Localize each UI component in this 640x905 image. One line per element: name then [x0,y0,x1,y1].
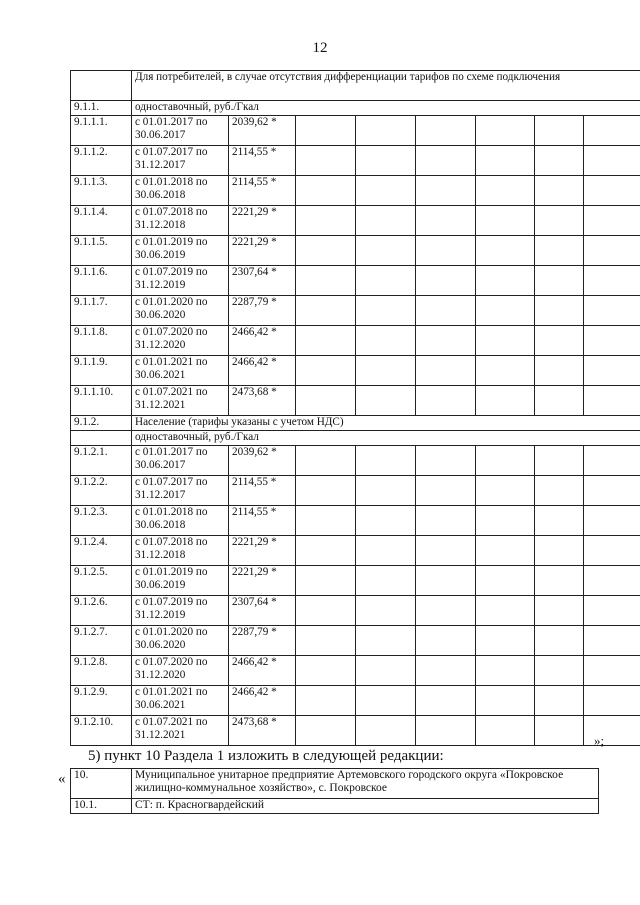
empty-cell [416,476,476,506]
tariff-row [71,596,640,626]
empty-cell [356,566,416,596]
empty-cell [584,296,640,326]
empty-cell [535,206,584,236]
empty-cell [356,146,416,176]
empty-cell [584,326,640,356]
tariff-row [71,686,640,716]
tariff-period: с 01.07.2018 по 31.12.2018 [132,536,229,566]
empty-cell [416,236,476,266]
tariff-value: 2287,79 * [229,626,296,656]
empty-cell [584,596,640,626]
row-code: 9.1.1.6. [71,266,132,296]
row-code: 9.1.2.1. [71,446,132,476]
empty-cell [476,686,535,716]
empty-cell [476,116,535,146]
row-code: 9.1.2.10. [71,716,132,746]
row-code: 9.1.1.9. [71,356,132,386]
empty-cell [535,716,584,746]
tariff-period: с 01.01.2017 по 30.06.2017 [132,446,229,476]
tariff-value: 2114,55 * [229,506,296,536]
row-code: 9.1.2. [71,416,132,431]
empty-cell [296,716,356,746]
empty-cell [584,686,640,716]
empty-cell [296,236,356,266]
row-label: одноставочный, руб./Гкал [132,101,640,116]
organization-table [70,768,599,814]
empty-cell [535,506,584,536]
empty-cell [476,506,535,536]
empty-cell [416,566,476,596]
empty-cell [584,476,640,506]
empty-cell [535,476,584,506]
empty-cell [584,446,640,476]
empty-cell [535,356,584,386]
empty-cell [296,476,356,506]
empty-cell [584,386,640,416]
empty-cell [584,716,640,746]
empty-cell [584,656,640,686]
empty-cell [416,116,476,146]
row-label: Население (тарифы указаны с учетом НДС) [132,416,640,431]
tariff-row [71,296,640,326]
tariff-row [71,536,640,566]
empty-cell [416,596,476,626]
org-row-10 [71,769,599,799]
empty-cell [476,356,535,386]
empty-cell [416,536,476,566]
tariff-period: с 01.01.2020 по 30.06.2020 [132,626,229,656]
row-code: 9.1.1.4. [71,206,132,236]
tariff-value: 2114,55 * [229,476,296,506]
row-code: 9.1.1.2. [71,146,132,176]
empty-cell [416,356,476,386]
empty-cell [416,386,476,416]
empty-cell [356,536,416,566]
empty-cell [356,266,416,296]
empty-cell [296,566,356,596]
empty-cell [356,506,416,536]
row-code: 9.1.1.5. [71,236,132,266]
empty-cell [476,536,535,566]
empty-cell [356,716,416,746]
tariff-period: с 01.01.2019 по 30.06.2019 [132,566,229,596]
empty-cell [416,176,476,206]
empty-cell [356,626,416,656]
page-number: 12 [312,40,328,56]
tariff-value: 2287,79 * [229,296,296,326]
empty-cell [535,446,584,476]
empty-cell [476,326,535,356]
empty-cell [356,686,416,716]
tariff-row [71,116,640,146]
empty-cell [356,356,416,386]
tariff-value: 2473,68 * [229,386,296,416]
empty-cell [535,656,584,686]
tariff-value: 2039,62 * [229,446,296,476]
org-row-10-1 [71,799,599,814]
tariff-period: с 01.01.2018 по 30.06.2018 [132,506,229,536]
row-code: 9.1.2.3. [71,506,132,536]
empty-cell [416,206,476,236]
row-code: 10. [71,769,132,799]
empty-cell [584,236,640,266]
empty-cell [584,266,640,296]
empty-cell [476,596,535,626]
empty-cell [416,656,476,686]
empty-cell [476,476,535,506]
row-code: 9.1.1.10. [71,386,132,416]
row-code: 9.1.2.4. [71,536,132,566]
empty-cell [356,476,416,506]
tariff-period: с 01.07.2017 по 31.12.2017 [132,146,229,176]
empty-cell [296,266,356,296]
empty-cell [416,266,476,296]
empty-cell [535,626,584,656]
tariff-value: 2114,55 * [229,176,296,206]
row-code: 9.1.1. [71,101,132,116]
tariff-period: с 01.01.2017 по 30.06.2017 [132,116,229,146]
tariff-table [70,70,640,746]
empty-cell [535,386,584,416]
row-code: 9.1.1.1. [71,116,132,146]
tariff-period: с 01.07.2020 по 31.12.2020 [132,656,229,686]
empty-cell [584,536,640,566]
tariff-period: с 01.01.2021 по 30.06.2021 [132,686,229,716]
tariff-value: 2221,29 * [229,236,296,266]
empty-cell [296,536,356,566]
empty-cell [584,566,640,596]
empty-cell [476,146,535,176]
empty-cell [416,146,476,176]
empty-cell [356,116,416,146]
empty-cell [356,596,416,626]
tariff-value: 2307,64 * [229,266,296,296]
empty-cell [476,206,535,236]
empty-cell [296,596,356,626]
tariff-row [71,146,640,176]
empty-cell [535,236,584,266]
tariff-value: 2466,42 * [229,686,296,716]
empty-cell [535,326,584,356]
empty-cell [356,296,416,326]
empty-cell [416,446,476,476]
row-code: 9.1.2.2. [71,476,132,506]
empty-cell [416,626,476,656]
tariff-period: с 01.01.2018 по 30.06.2018 [132,176,229,206]
empty-cell [476,176,535,206]
empty-cell [296,686,356,716]
empty-cell [584,146,640,176]
row-code: 9.1.2.8. [71,656,132,686]
tariff-row [71,356,640,386]
row-code: 9.1.1.8. [71,326,132,356]
empty-cell [296,326,356,356]
empty-cell [296,206,356,236]
row-911 [71,101,640,116]
empty-cell [535,566,584,596]
empty-cell [296,356,356,386]
empty-cell [584,116,640,146]
empty-cell [584,626,640,656]
empty-cell [356,386,416,416]
empty-cell [584,176,640,206]
empty-cell [584,356,640,386]
empty-cell [296,506,356,536]
tariff-value: 2221,29 * [229,206,296,236]
empty-cell [296,146,356,176]
empty-cell [296,386,356,416]
tariff-period: с 01.07.2017 по 31.12.2017 [132,476,229,506]
empty-cell [535,116,584,146]
empty-cell [296,446,356,476]
empty-cell [476,626,535,656]
organization-name: Муниципальное унитарное предприятие Артемовского городского округа «Покровское жилищно-коммунальное хозяйство», с. Покровское [132,769,599,799]
tariff-row [71,656,640,686]
tariff-period: с 01.07.2020 по 31.12.2020 [132,326,229,356]
tariff-value: 2466,42 * [229,326,296,356]
empty-cell [535,536,584,566]
tariff-row [71,386,640,416]
tariff-period: с 01.07.2021 по 31.12.2021 [132,386,229,416]
tariff-row [71,326,640,356]
tariff-row [71,506,640,536]
tariff-row [71,716,640,746]
empty-cell [296,296,356,326]
tariff-value: 2221,29 * [229,566,296,596]
empty-cell [416,716,476,746]
tariff-value: 2473,68 * [229,716,296,746]
amendment-text: 5) пункт 10 Раздела 1 изложить в следующей редакции: [88,748,444,764]
consumers-header: Для потребителей, в случае отсутствия дифференциации тарифов по схеме подключения [132,71,640,101]
empty-cell [416,296,476,326]
empty-cell [535,596,584,626]
tariff-value: 2466,42 * [229,356,296,386]
empty-cell [296,176,356,206]
tariff-period: с 01.01.2021 по 30.06.2021 [132,356,229,386]
tariff-period: с 01.01.2020 по 30.06.2020 [132,296,229,326]
tariff-row [71,626,640,656]
heat-system-location: СТ: п. Красногвардейский [132,799,599,814]
empty-cell [535,296,584,326]
row-912-sub [71,431,640,446]
row-code: 9.1.2.5. [71,566,132,596]
tariff-row [71,266,640,296]
tariff-row [71,236,640,266]
empty-cell [476,566,535,596]
empty-cell [356,206,416,236]
row-code: 9.1.2.6. [71,596,132,626]
tariff-row [71,206,640,236]
tariff-value: 2466,42 * [229,656,296,686]
empty-cell [416,506,476,536]
empty-cell [71,431,132,446]
empty-cell [356,176,416,206]
tariff-period: с 01.07.2019 по 31.12.2019 [132,266,229,296]
tariff-row [71,446,640,476]
empty-cell [296,626,356,656]
empty-cell [535,146,584,176]
empty-cell [476,656,535,686]
tariff-row [71,476,640,506]
closing-quote: »; [594,733,605,748]
empty-cell [584,506,640,536]
row-code: 9.1.1.3. [71,176,132,206]
empty-cell [584,206,640,236]
empty-cell [476,716,535,746]
row-code: 9.1.2.7. [71,626,132,656]
empty-cell [476,386,535,416]
empty-cell [356,446,416,476]
row-code: 9.1.2.9. [71,686,132,716]
tariff-period: с 01.01.2019 по 30.06.2019 [132,236,229,266]
empty-cell [476,266,535,296]
opening-quote: « [58,771,66,787]
empty-cell [476,296,535,326]
empty-cell [476,446,535,476]
empty-cell [416,686,476,716]
empty-cell [535,266,584,296]
empty-cell [296,116,356,146]
empty-cell [296,656,356,686]
tariff-value: 2039,62 * [229,116,296,146]
consumers-header-row [71,71,640,101]
tariff-period: с 01.07.2018 по 31.12.2018 [132,206,229,236]
empty-cell [535,176,584,206]
row-code: 10.1. [71,799,132,814]
row-code: 9.1.1.7. [71,296,132,326]
empty-cell [356,236,416,266]
empty-cell [71,71,132,101]
tariff-value: 2307,64 * [229,596,296,626]
empty-cell [535,686,584,716]
tariff-value: 2221,29 * [229,536,296,566]
tariff-value: 2114,55 * [229,146,296,176]
tariff-period: с 01.07.2019 по 31.12.2019 [132,596,229,626]
tariff-row [71,176,640,206]
row-912 [71,416,640,431]
row-sublabel: одноставочный, руб./Гкал [132,431,640,446]
empty-cell [356,326,416,356]
empty-cell [356,656,416,686]
tariff-period: с 01.07.2021 по 31.12.2021 [132,716,229,746]
empty-cell [476,236,535,266]
empty-cell [416,326,476,356]
tariff-row [71,566,640,596]
